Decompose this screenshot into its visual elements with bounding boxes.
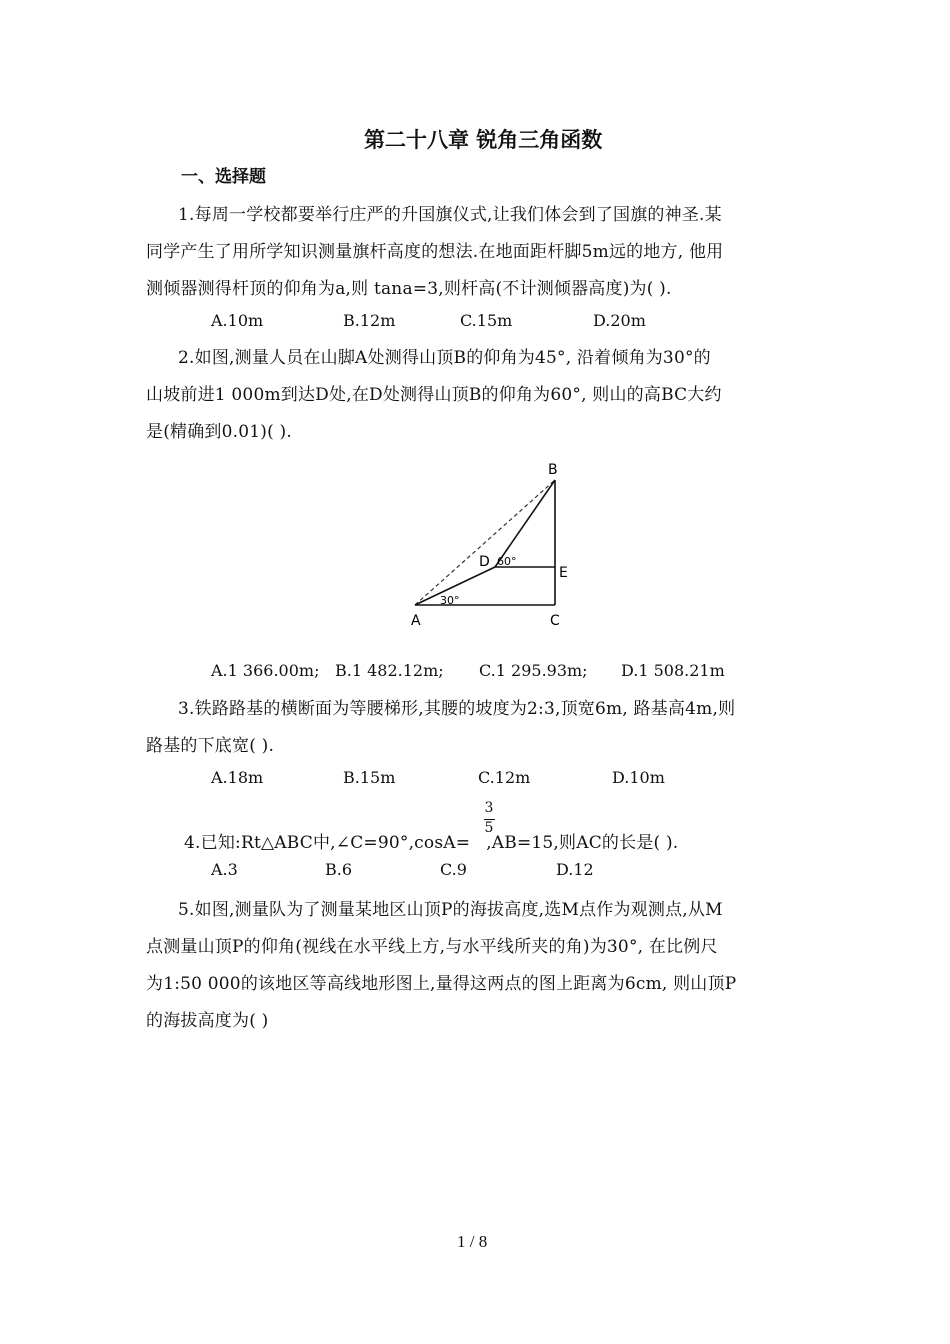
q1-line-3: 测倾器测得杆顶的仰角为a,则 tana=3,则杆高(不计测倾器高度)为( ). bbox=[146, 279, 672, 299]
q4-option-a: A.3 bbox=[211, 860, 238, 879]
q1-option-c: C.15m bbox=[460, 311, 513, 330]
line-db bbox=[495, 480, 555, 567]
q2-line-3: 是(精确到0.01)( ). bbox=[146, 422, 292, 442]
label-b: B bbox=[548, 462, 558, 478]
q4-frac-numerator: 3 bbox=[484, 800, 494, 816]
q1-option-b: B.12m bbox=[343, 311, 396, 330]
q4-frac-denominator: 5 bbox=[484, 820, 494, 836]
q1-option-a: A.10m bbox=[211, 311, 264, 330]
q3-option-d: D.10m bbox=[612, 768, 665, 787]
line-ab-dashed bbox=[415, 480, 555, 605]
page-number: 1 / 8 bbox=[457, 1232, 488, 1251]
q1-option-d: D.20m bbox=[593, 311, 646, 330]
q4-suffix: ,AB=15,则AC的长是( ). bbox=[486, 833, 679, 853]
angle-a-label: 30° bbox=[440, 594, 460, 607]
q1-line-1: 1.每周一学校都要举行庄严的升国旗仪式,让我们体会到了国旗的神圣.某 bbox=[178, 205, 722, 225]
q3-option-b: B.15m bbox=[343, 768, 396, 787]
section-heading: 一、选择题 bbox=[181, 167, 266, 187]
label-a: A bbox=[411, 613, 421, 629]
q3-line-1: 3.铁路路基的横断面为等腰梯形,其腰的坡度为2:3,顶宽6m, 路基高4m,则 bbox=[178, 699, 736, 719]
label-d: D bbox=[479, 554, 490, 570]
label-c: C bbox=[550, 613, 560, 629]
q1-line-2: 同学产生了用所学知识测量旗杆高度的想法.在地面距杆脚5m远的地方, 他用 bbox=[146, 242, 724, 262]
label-e: E bbox=[559, 565, 568, 581]
q2-line-1: 2.如图,测量人员在山脚A处测得山顶B的仰角为45°, 沿着倾角为30°的 bbox=[178, 348, 711, 368]
q4-prefix: 4.已知:Rt△ABC中,∠C=90°,cosA= bbox=[184, 833, 471, 853]
angle-d-label: 60° bbox=[497, 555, 517, 568]
q5-line-2: 点测量山顶P的仰角(视线在水平线上方,与水平线所夹的角)为30°, 在比例尺 bbox=[146, 937, 718, 957]
q2-option-a: A.1 366.00m; bbox=[211, 661, 320, 680]
q4-option-b: B.6 bbox=[325, 860, 353, 879]
q3-option-c: C.12m bbox=[478, 768, 531, 787]
q3-option-a: A.18m bbox=[211, 768, 264, 787]
q4-stem bbox=[184, 828, 678, 853]
mountain-figure bbox=[400, 455, 580, 635]
q2-option-b: B.1 482.12m; bbox=[335, 661, 444, 680]
q2-line-2: 山坡前进1 000m到达D处,在D处测得山顶B的仰角为60°, 则山的高BC大约 bbox=[146, 385, 722, 405]
q5-line-3: 为1:50 000的该地区等高线地形图上,量得这两点的图上距离为6cm, 则山顶P bbox=[146, 974, 737, 994]
q4-option-c: C.9 bbox=[440, 860, 467, 879]
q5-line-4: 的海拔高度为( ) bbox=[146, 1011, 269, 1031]
q2-option-c: C.1 295.93m; bbox=[479, 661, 588, 680]
q2-option-d: D.1 508.21m bbox=[621, 661, 725, 680]
page-title: 第二十八章 锐角三角函数 bbox=[364, 128, 603, 152]
q3-line-2: 路基的下底宽( ). bbox=[146, 736, 275, 756]
q5-line-1: 5.如图,测量队为了测量某地区山顶P的海拔高度,选M点作为观测点,从M bbox=[178, 900, 723, 920]
q4-option-d: D.12 bbox=[556, 860, 594, 879]
